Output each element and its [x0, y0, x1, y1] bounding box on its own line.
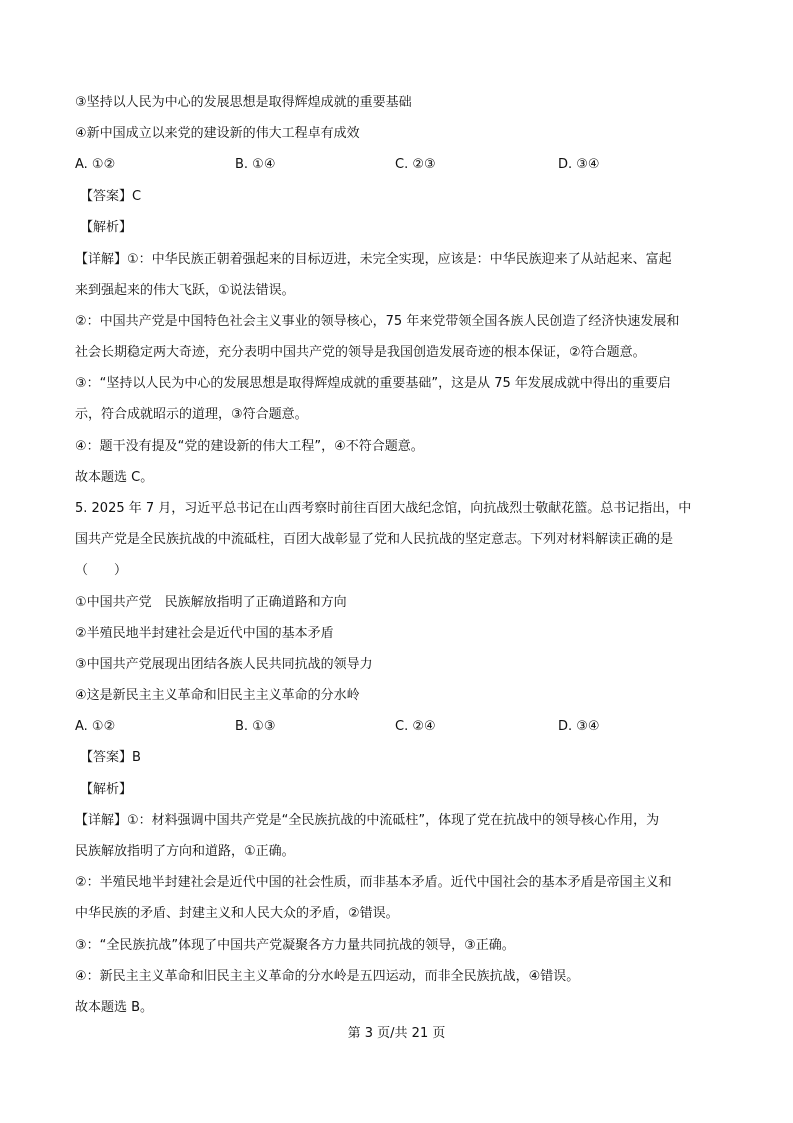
- page-number-footer: 第 3 页/共 21 页: [347, 1026, 446, 1041]
- q4-detail-line: 来到强起来的伟大飞跃，①说法错误。: [75, 283, 295, 298]
- q4-option-b: B. ①④: [235, 157, 276, 172]
- q4-detail-line: ③：“坚持以人民为中心的发展思想是取得辉煌成就的重要基础”，这是从 75 年发展成就中得出的重要启: [75, 376, 671, 391]
- q4-answer: 【答案】C: [80, 189, 142, 204]
- q5-detail-line: ④：新民主主义革命和旧民主主义革命的分水岭是五四运动，而非全民族抗战，④错误。: [75, 969, 580, 984]
- q5-detail-line: ②：半殖民地半封建社会是近代中国的社会性质，而非基本矛盾。近代中国社会的基本矛盾是帝国主义和: [75, 875, 672, 890]
- q4-detail-line: 【详解】①：中华民族正朝着强起来的目标迈进，未完全实现，应该是：中华民族迎来了从站起来、富起: [75, 252, 672, 267]
- q4-options: [75, 155, 725, 175]
- q5-stem-blank: （ ）: [75, 563, 128, 578]
- q4-detail-line: 社会长期稳定两大奇迹，充分表明中国共产党的领导是我国创造发展奇迹的根本保证，②符合题意。: [75, 345, 646, 360]
- q4-detail-line: ②：中国共产党是中国特色社会主义事业的领导核心，75 年来党带领全国各族人民创造了经济快速发展和: [75, 314, 680, 329]
- q5-stem-line: 国共产党是全民族抗战的中流砥柱，百团大战彰显了党和人民抗战的坚定意志。下列对材料解读正确的是: [75, 532, 674, 547]
- q5-detail-line: 中华民族的矛盾、封建主义和人民大众的矛盾，②错误。: [75, 906, 399, 921]
- q4-item-3: ③坚持以人民为中心的发展思想是取得辉煌成就的重要基础: [75, 95, 412, 110]
- q5-option-d: D. ③④: [558, 719, 600, 734]
- q4-item-4: ④新中国成立以来党的建设新的伟大工程卓有成效: [75, 126, 360, 141]
- q5-item-1: ①中国共产党 民族解放指明了正确道路和方向: [75, 595, 347, 610]
- q4-conclusion: 故本题选 C。: [75, 470, 154, 485]
- q5-item-3: ③中国共产党展现出团结各族人民共同抗战的领导力: [75, 657, 373, 672]
- q4-detail-line: 示，符合成就昭示的道理，③符合题意。: [75, 407, 308, 422]
- q4-analysis-label: 【解析】: [80, 220, 133, 235]
- q5-analysis-label: 【解析】: [80, 782, 133, 797]
- q5-options: [75, 717, 725, 737]
- q5-detail-line: 民族解放指明了方向和道路，①正确。: [75, 844, 295, 859]
- q5-option-c: C. ②④: [395, 719, 436, 734]
- q5-conclusion: 故本题选 B。: [75, 1000, 154, 1015]
- q5-answer: 【答案】B: [80, 750, 141, 765]
- q5-option-b: B. ①③: [235, 719, 276, 734]
- q5-detail-line: ③：“全民族抗战”体现了中国共产党凝聚各方力量共同抗战的领导，③正确。: [75, 938, 515, 953]
- q5-stem-line: 5. 2025 年 7 月，习近平总书记在山西考察时前往百团大战纪念馆，向抗战烈士敬献花篮。总书记指出，中: [75, 501, 692, 516]
- q4-option-a: A. ①②: [75, 157, 116, 172]
- q5-item-2: ②半殖民地半封建社会是近代中国的基本矛盾: [75, 626, 334, 641]
- q4-option-d: D. ③④: [558, 157, 600, 172]
- q5-option-a: A. ①②: [75, 719, 116, 734]
- q4-detail-line: ④：题干没有提及“党的建设新的伟大工程”，④不符合题意。: [75, 439, 424, 454]
- q5-detail-line: 【详解】①：材料强调中国共产党是“全民族抗战的中流砥柱”，体现了党在抗战中的领导核心作用，为: [75, 813, 660, 828]
- q4-option-c: C. ②③: [395, 157, 436, 172]
- q5-item-4: ④这是新民主主义革命和旧民主主义革命的分水岭: [75, 688, 360, 703]
